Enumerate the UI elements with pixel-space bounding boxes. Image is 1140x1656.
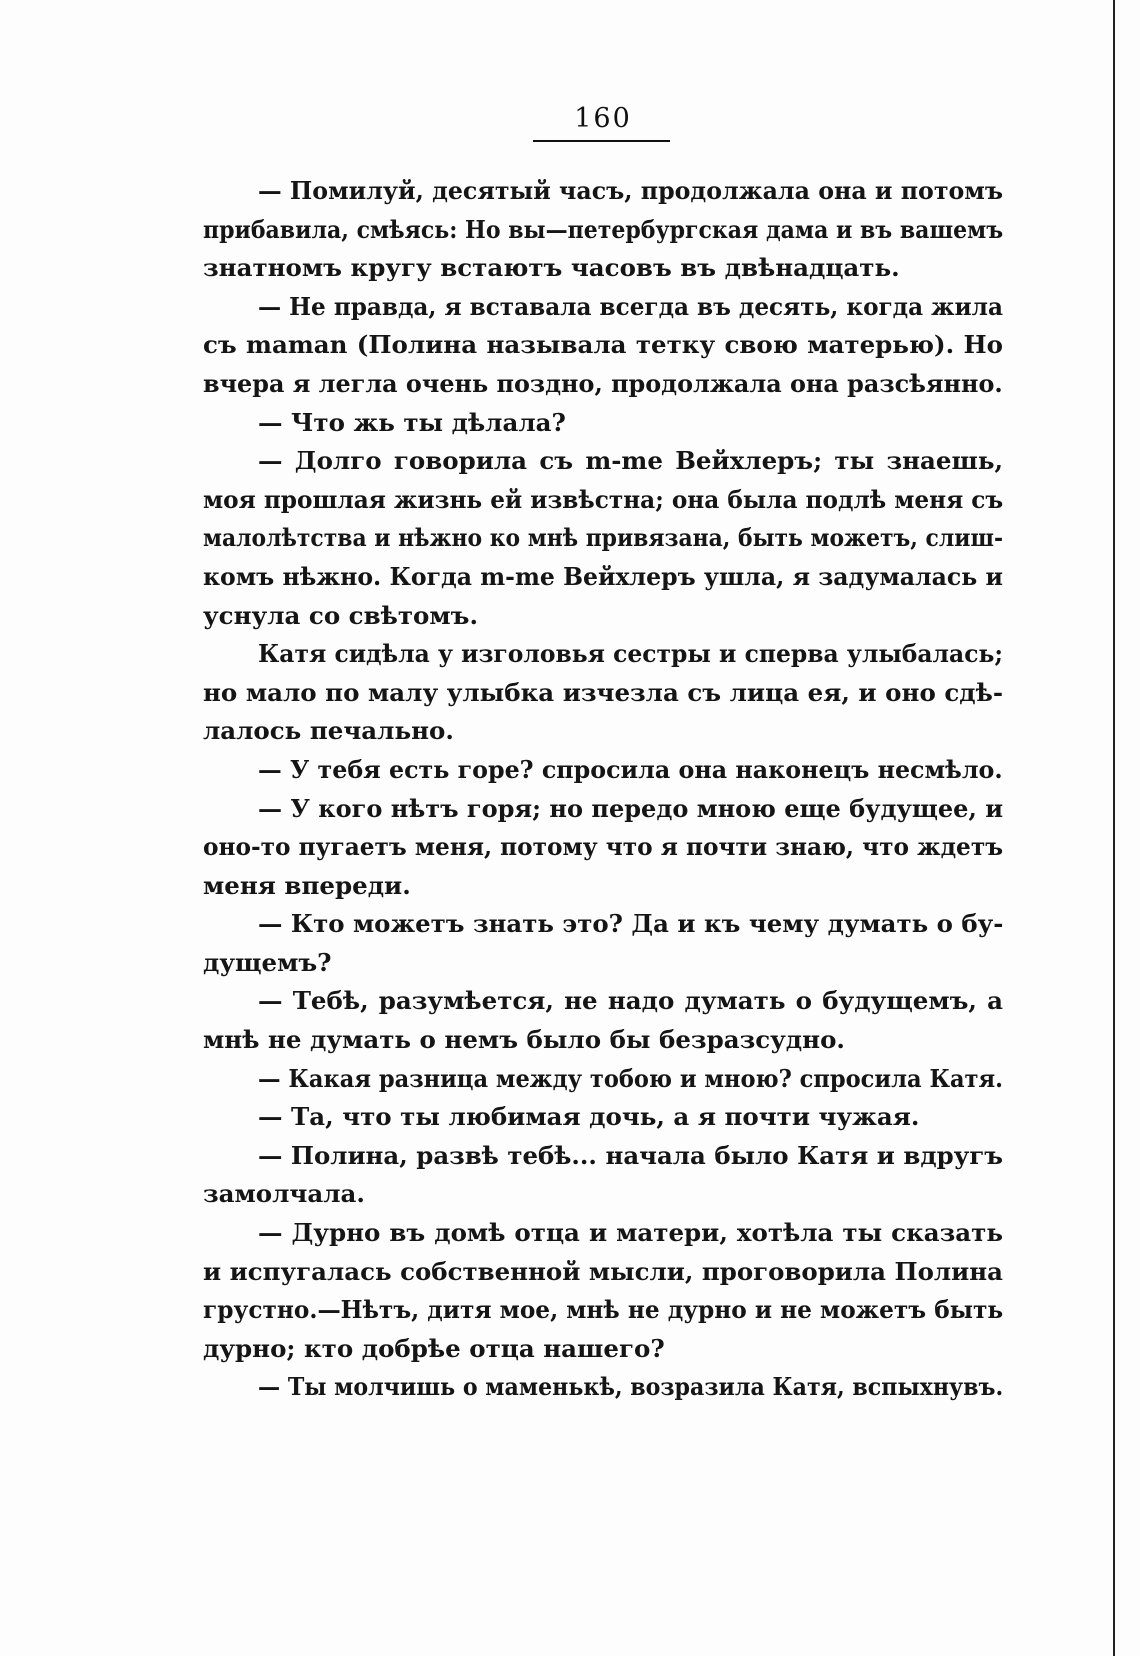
text-line: комъ нѣжно. Когда m-me Вейхлеръ ушла, я задумалась и [203, 561, 1003, 591]
text-line: — Долго говорила съ m-me Вейхлеръ; ты знаешь, [258, 446, 1003, 476]
text-line: лалось печально. [203, 716, 454, 746]
page-number: 160 [574, 103, 632, 134]
text-line: — Ты молчишь о маменькѣ, возразила Катя, вспыхнувъ. [258, 1372, 1004, 1402]
text-line: меня впереди. [203, 870, 411, 900]
text-line: уснула со свѣтомъ. [203, 600, 478, 630]
text-line: — Помилуй, десятый часъ, продолжала она и потомъ [258, 176, 1004, 205]
text-line: — Не правда, я вставала всегда въ десять, когда жила [258, 291, 1003, 321]
text-line: оно-то пугаетъ меня, потому что я почти знаю, что ждетъ [203, 832, 1004, 862]
text-line: моя прошлая жизнь ей извѣстна; она была подлѣ меня съ [203, 484, 1004, 514]
text-line: — Какая разница между тобою и мною? спросила Катя. [258, 1063, 1004, 1093]
text-line: — Кто можетъ знать это? Да и къ чему думать о бу- [258, 909, 1004, 939]
text-line: дурно; кто добрѣе отца нашего? [203, 1333, 665, 1363]
text-line: вчера я легла очень поздно, продолжала она разсѣянно. [203, 368, 1003, 398]
text-line: и испугалась собственной мысли, проговорила Полина [203, 1256, 1003, 1286]
text-line: съ maman (Полина называла тетку свою матерью). Но [203, 330, 1003, 360]
text-line: дущемъ? [203, 947, 332, 977]
text-line: прибавила, смѣясь: Но вы—петербургская дама и въ вашемъ [203, 214, 1004, 244]
body-text [203, 172, 1003, 1407]
text-line: грустно.—Нѣтъ, дитя мое, мнѣ не дурно и не можетъ быть [203, 1295, 1004, 1325]
text-line: — У тебя есть горе? спросила она наконецъ несмѣло. [258, 754, 1003, 784]
text-line: малолѣтства и нѣжно ко мнѣ привязана, быть можетъ, слиш- [203, 523, 1004, 553]
text-line: — Та, что ты любимая дочь, а я почти чужая. [258, 1102, 920, 1132]
text-line: Катя сидѣла у изголовья сестры и сперва улыбалась; [258, 639, 1003, 669]
text-line: но мало по малу улыбка изчезла съ лица ея, и оно сдѣ- [203, 677, 1003, 707]
text-line: — Что жь ты дѣлала? [258, 407, 566, 437]
text-line: — Тебѣ, разумѣется, не надо думать о будущемъ, а [258, 986, 1003, 1016]
page-edge-rule [1113, 0, 1115, 1656]
text-line: замолчала. [203, 1179, 365, 1209]
text-line: — Дурно въ домѣ отца и матери, хотѣла ты сказать [258, 1218, 1003, 1248]
text-line: мнѣ не думать о немъ было бы безразсудно. [203, 1025, 845, 1055]
text-line: знатномъ кругу встаютъ часовъ въ двѣнадцать. [203, 253, 900, 283]
text-line: — Полина, развѣ тебѣ... начала было Катя и вдругъ [258, 1140, 1004, 1170]
text-line: — У кого нѣтъ горя; но передо мною еще будущее, и [258, 793, 1004, 823]
page-number-underline [533, 140, 670, 142]
